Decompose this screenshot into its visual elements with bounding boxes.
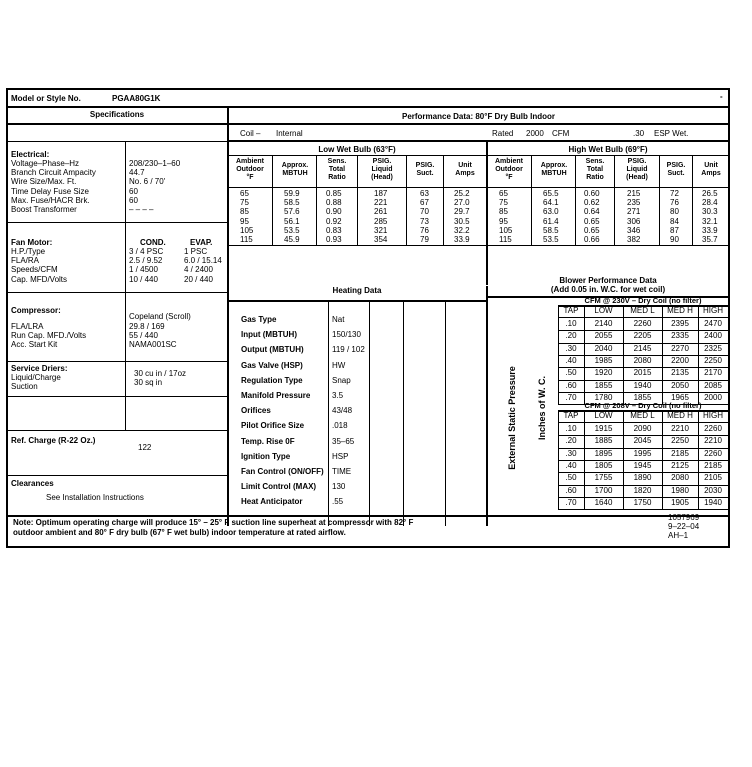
blower-t230-tap: .30 (565, 343, 577, 353)
high-hdr-ambient: Ambient Outdoor °F (495, 158, 523, 181)
high-hdr-suct: PSIG. Suct. (666, 162, 686, 177)
blower-t230-cfm: 2055 (594, 331, 613, 341)
low-col-suct: 63 67 70 73 76 79 (420, 189, 429, 245)
blower-t230-cfm: 2140 (594, 319, 613, 328)
blower-t230-cfm: 2250 (704, 355, 722, 365)
charge-value: 122 (138, 443, 152, 452)
blower-t230-tap: .20 (565, 331, 577, 341)
heating-labels: Gas Type Input (MBTUH) Output (MBTUH) Gas Valve (HSP) Regulation Type Manifold Pressure Orifices Pilot Orifice Size Temp. Rise 0F Ignition Type Fan Control (ON/OFF) Limit Control (MAX) Heat Anticipator (241, 315, 324, 507)
blower-t208-tap: .10 (565, 424, 577, 434)
electrical-title: Electrical: (11, 150, 50, 159)
spec-sheet (6, 88, 730, 548)
blower-t230-cfm: 2270 (671, 343, 689, 353)
blower-t230-cfm: 2080 (633, 355, 652, 365)
blower-t208-cfm: 1915 (594, 424, 613, 434)
blower-t230-cfm: 2050 (671, 380, 689, 390)
blower-t230-cfm: 1920 (594, 368, 613, 378)
blower-title: Blower Performance Data (559, 276, 657, 285)
blower-t230-colhead: TAP (563, 306, 579, 315)
low-wb-title: Low Wet Bulb (63°F) (318, 145, 396, 154)
blower-t230-cfm: 1985 (594, 355, 613, 365)
blower-t208-cfm: 2210 (704, 436, 722, 446)
low-hdr-suct: PSIG. Suct. (415, 162, 435, 177)
blower-t230-cfm: 1855 (633, 392, 652, 402)
low-col-ratio: 0.85 0.88 0.90 0.92 0.83 0.93 (326, 189, 342, 245)
coil-label: Coil – (240, 129, 261, 138)
compressor-type: Copeland (Scroll) (129, 312, 191, 321)
compressor-labels: FLA/LRA Run Cap. MFD./Volts Acc. Start Kit (11, 322, 87, 350)
blower-t208-tap: .30 (565, 448, 577, 458)
high-wb-title: High Wet Bulb (69°F) (568, 145, 648, 154)
blower-t230-cfm: 2200 (671, 355, 689, 365)
doc-id: 1057969 9–22–04 AH–1 (668, 513, 700, 540)
blower-t208-cfm: 2030 (704, 485, 722, 495)
blower-t230-cfm: 1965 (671, 392, 689, 402)
rated-label: Rated (492, 129, 514, 138)
coil-value: Internal (276, 129, 303, 138)
compressor-title: Compressor: (11, 306, 61, 315)
high-hdr-amps: Unit Amps (701, 162, 721, 177)
blower-t208-cfm: 1750 (633, 497, 652, 507)
clearances-value: See Installation Instructions (46, 493, 144, 502)
blower-t230-cfm: 2015 (633, 368, 652, 378)
blower-t208-cfm: 1700 (594, 485, 613, 495)
blower-t230-cfm: 2470 (704, 319, 722, 328)
blower-t208-cfm: 1755 (594, 473, 613, 483)
fan-cond-values: 3 / 4 PSC 2.5 / 9.52 1 / 4500 10 / 440 (129, 247, 164, 284)
blower-t208-cfm: 1890 (633, 473, 652, 483)
blower-t208-cfm: 1945 (633, 461, 652, 470)
model-label: Model or Style No. (11, 94, 81, 103)
blower-t208-cfm: 2105 (704, 473, 722, 483)
fan-cond-head: COND. (140, 238, 166, 247)
blower-t208-cfm: 2210 (671, 424, 689, 434)
blower-t208-cfm: 1805 (594, 461, 613, 470)
blower-t230-tap: .60 (565, 380, 577, 390)
spec-title: Specifications (89, 110, 145, 119)
low-hdr-ambient: Ambient Outdoor °F (236, 158, 264, 181)
blower-t230-colhead: MED H (667, 306, 693, 315)
high-col-suct: 72 76 80 84 87 90 (670, 189, 679, 245)
blower-t208-cfm: 1905 (671, 497, 689, 507)
blower-t208-cfm: 1995 (633, 448, 652, 458)
blower-t208-cfm: 1980 (671, 485, 689, 495)
fan-evap-head: EVAP. (190, 238, 213, 247)
blower-t208-header: CFM @ 208V – Dry Coil (no filter) (584, 401, 702, 411)
blower-t230-cfm: 2170 (704, 368, 722, 378)
blower-t208-tap: .60 (565, 485, 577, 495)
blower-t208-colhead: TAP (563, 411, 579, 421)
high-hdr-mbtuh: Approx. MBTUH (540, 162, 568, 177)
high-col-amps: 26.5 28.4 30.3 32.1 33.9 35.7 (702, 189, 718, 245)
blower-t230-cfm: 2325 (704, 343, 722, 353)
blower-t230-cfm: 2145 (633, 343, 652, 353)
blower-t230-cfm: 1940 (633, 380, 652, 390)
high-hdr-ratio: Sens. Total Ratio (585, 158, 605, 181)
high-col-ambient: 65 75 85 95 105 115 (499, 189, 513, 245)
blower-t230-cfm: 1780 (594, 392, 613, 402)
blower-t208-cfm: 1895 (594, 448, 613, 458)
blower-side-label-1: External Static Pressure (507, 366, 517, 470)
blower-t208-cfm: 1640 (594, 497, 613, 507)
fan-labels: H.P./Type FLA/RA Speeds/CFM Cap. MFD/Volts (11, 247, 68, 284)
blower-t208-colhead: HIGH (703, 411, 723, 421)
blower-t230-tap: .40 (565, 355, 577, 365)
compressor-values: 29.8 / 169 55 / 440 NAMA001SC (129, 322, 177, 350)
low-hdr-liquid: PSIG. Liquid (Head) (371, 158, 393, 181)
blower-t230-cfm: 2085 (704, 380, 722, 390)
blower-t230-cfm: 2395 (671, 319, 689, 328)
rated-cfm: 2000 (526, 129, 544, 138)
blower-subtitle: (Add 0.05 in. W.C. for wet coil) (550, 285, 666, 294)
blower-t208-tap: .40 (565, 461, 577, 470)
blower-t208-cfm: 2090 (633, 424, 652, 434)
blower-t208-tap: .70 (565, 497, 577, 507)
rated-esp-unit: ESP Wet. (654, 129, 689, 138)
rated-cfm-unit: CFM (552, 129, 570, 138)
low-col-amps: 25.2 27.0 29.7 30.5 32.2 33.9 (454, 189, 470, 245)
blower-t208-cfm: 2125 (671, 461, 689, 470)
model-dash: - (720, 92, 723, 101)
heating-title: Heating Data (332, 286, 382, 295)
blower-t208-colhead: LOW (594, 411, 613, 421)
blower-t230-colhead: MED L (630, 306, 655, 315)
blower-t208-cfm: 2045 (633, 436, 652, 446)
low-hdr-ratio: Sens. Total Ratio (327, 158, 347, 181)
blower-t208-tap: .50 (565, 473, 577, 483)
blower-t208-cfm: 2260 (704, 448, 722, 458)
blower-t230-cfm: 2205 (633, 331, 652, 341)
low-hdr-amps: Unit Amps (455, 162, 475, 177)
blower-t208-cfm: 2260 (704, 424, 722, 434)
high-col-ratio: 0.60 0.62 0.64 0.65 0.65 0.66 (584, 189, 600, 245)
electrical-labels: Voltage–Phase–Hz Branch Circuit Ampacity Wire Size/Max. Ft. Time Delay Fuse Size Max. Fuse/HACR Brk. Boost Transformer (11, 159, 96, 215)
blower-t208-cfm: 2250 (671, 436, 689, 446)
blower-t230-colhead: HIGH (703, 306, 723, 315)
high-hdr-liquid: PSIG. Liquid (Head) (626, 158, 648, 181)
fan-title: Fan Motor: (11, 238, 53, 247)
blower-t230-header: CFM @ 230V – Dry Coil (no filter) (584, 296, 702, 305)
low-col-ambient: 65 75 85 95 105 115 (240, 189, 254, 245)
service-title: Service Driers: (11, 364, 68, 373)
low-col-liquid: 187 221 261 285 321 354 (374, 189, 388, 245)
note-text: Note: Optimum operating charge will produce 15° – 25° F suction line superheat at compressor with 82° F outdoor ambient and 80° F dry bulb (67° F wet bulb) indoor temperature at rated airflow. (13, 518, 414, 537)
fan-evap-values: 1 PSC 6.0 / 15.14 4 / 2400 20 / 440 (184, 247, 222, 284)
charge-label: Ref. Charge (R-22 Oz.) (11, 436, 96, 445)
model-value: PGAA80G1K (112, 94, 161, 103)
blower-t230-cfm: 2000 (704, 392, 722, 402)
service-labels: Liquid/Charge Suction (11, 373, 61, 392)
blower-t208-cfm: 1885 (594, 436, 613, 446)
blower-t230-cfm: 2040 (594, 343, 613, 353)
blower-t230-tap: .70 (565, 392, 577, 402)
blower-t208-cfm: 1820 (633, 485, 652, 495)
blower-t208-cfm: 1940 (704, 497, 722, 507)
rated-esp: .30 (633, 129, 645, 138)
heating-values: Nat 150/130 119 / 102 HW Snap 3.5 43/48 .018 35–65 HSP TIME 130 .55 (332, 315, 365, 507)
blower-t230-cfm: 2135 (671, 368, 689, 378)
perf-title: Performance Data: 80°F Dry Bulb Indoor (401, 112, 555, 121)
blower-t230-tap: .10 (565, 319, 577, 328)
blower-t208-colhead: MED H (667, 411, 693, 421)
blower-t230-cfm: 2260 (633, 319, 652, 328)
low-col-mbtuh: 59.9 58.5 57.6 56.1 53.5 45.9 (284, 189, 300, 245)
high-col-mbtuh: 65.5 64.1 63.0 61.4 58.5 53.5 (543, 189, 559, 245)
high-col-liquid: 215 235 271 306 346 382 (627, 189, 641, 245)
blower-t230-colhead: LOW (594, 306, 613, 315)
electrical-values: 208/230–1–60 44.7 No. 6 / 70' 60 60 – – – – (129, 159, 181, 215)
blower-t230-cfm: 1855 (594, 380, 613, 390)
blower-t230-tap: .50 (565, 368, 577, 378)
blower-t208-cfm: 2185 (671, 448, 689, 458)
blower-t208-cfm: 2080 (671, 473, 689, 483)
blower-side-label-2: Inches of W. C. (537, 376, 547, 441)
blower-t208-colhead: MED L (630, 411, 655, 421)
blower-t208-tap: .20 (565, 436, 577, 446)
blower-t230-cfm: 2335 (671, 331, 689, 341)
low-hdr-mbtuh: Approx. MBTUH (281, 162, 309, 177)
blower-t230-cfm: 2400 (704, 331, 722, 341)
blower-t208-cfm: 2185 (704, 461, 722, 470)
service-values: 30 cu in / 17oz 30 sq in (134, 369, 187, 388)
clearances-title: Clearances (11, 479, 54, 488)
